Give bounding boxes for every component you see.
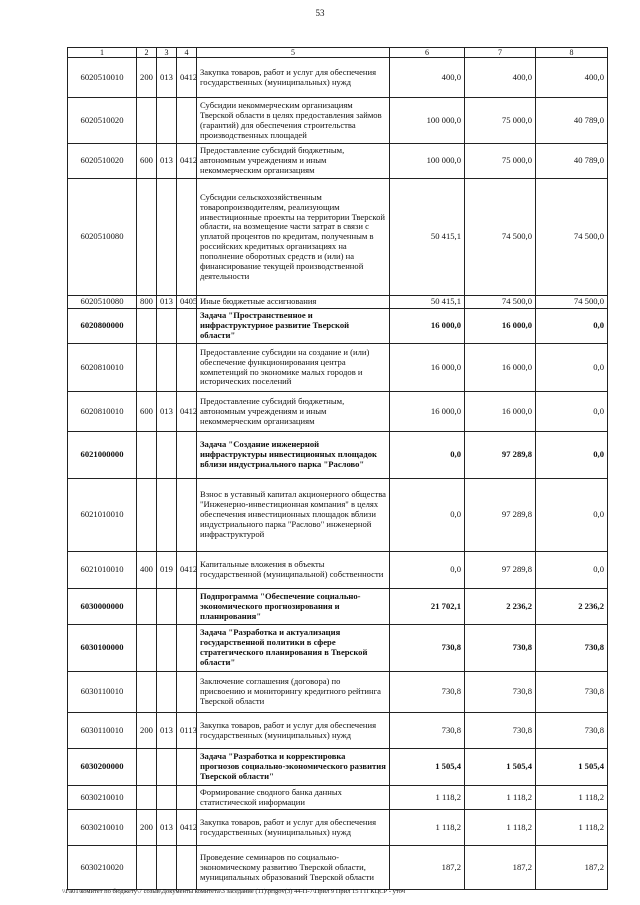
column-number: 6 [390,48,465,58]
expense-type-cell [137,98,157,144]
target-code-cell: 6030110010 [68,713,137,749]
amount-cell: 0,0 [536,309,608,344]
amount-cell: 730,8 [465,625,536,672]
amount-cell: 16 000,0 [465,392,536,432]
amount-cell: 1 505,4 [390,749,465,786]
amount-cell: 187,2 [390,846,465,890]
amount-cell: 0,0 [536,432,608,479]
expense-type-cell: 600 [137,392,157,432]
table-row [68,786,608,810]
amount-cell: 100 000,0 [390,98,465,144]
table-row [68,58,608,98]
table-row [68,144,608,179]
amount-cell: 100 000,0 [390,144,465,179]
target-code-cell: 6020810010 [68,344,137,392]
section-code-cell: 0405 [177,296,197,309]
amount-cell: 0,0 [536,392,608,432]
item-name-cell: Капитальные вложения в объекты государственной (муниципальной) собственности [197,552,390,589]
target-code-cell: 6020510080 [68,179,137,296]
amount-cell: 0,0 [536,479,608,552]
target-code-cell: 6020510010 [68,58,137,98]
column-number-header-row [68,48,608,58]
expense-type-cell [137,309,157,344]
department-code-cell: 013 [157,713,177,749]
amount-cell: 16 000,0 [390,344,465,392]
target-code-cell: 6030210020 [68,846,137,890]
table-row [68,810,608,846]
item-name-cell: Заключение соглашения (договора) по присвоению и мониторингу кредитного рейтинга Тверской области [197,672,390,713]
department-code-cell [157,846,177,890]
amount-cell: 730,8 [536,625,608,672]
amount-cell: 74 500,0 [536,296,608,309]
department-code-cell [157,749,177,786]
amount-cell: 50 415,1 [390,296,465,309]
section-code-cell [177,589,197,625]
target-code-cell: 6021010010 [68,552,137,589]
item-name-cell: Задача "Разработка и корректировка прогнозов социально-экономического развития Тверской области" [197,749,390,786]
expense-type-cell [137,846,157,890]
section-code-cell: 0412 [177,810,197,846]
target-code-cell: 6020510080 [68,296,137,309]
amount-cell: 74 500,0 [465,296,536,309]
amount-cell: 0,0 [536,344,608,392]
amount-cell: 1 118,2 [465,786,536,810]
item-name-cell: Задача "Создание инженерной инфраструктуры инвестиционных площадок вблизи индустриального парка "Раслово" [197,432,390,479]
item-name-cell: Предоставление субсидии на создание и (или) обеспечение функционирования центра компетенций по экономике малых городов и исторических поселений [197,344,390,392]
amount-cell: 74 500,0 [536,179,608,296]
expense-type-cell [137,749,157,786]
amount-cell: 1 118,2 [390,810,465,846]
item-name-cell: Предоставление субсидий бюджетным, автономным учреждениям и иным некоммерческим организациям [197,144,390,179]
item-name-cell: Задача "Пространственное и инфраструктурное развитие Тверской области" [197,309,390,344]
file-path-footer: \\Fa01\комитет по бюджету\7 созыв\Документы комитета\3 заседание (11)\prigov(3) 44-П-7\Прил 9 Прил 15 ГП КЦСР - уточ [62,888,405,895]
amount-cell: 97 289,8 [465,479,536,552]
amount-cell: 730,8 [390,713,465,749]
amount-cell: 0,0 [390,479,465,552]
amount-cell: 40 789,0 [536,98,608,144]
column-number: 1 [68,48,137,58]
expense-type-cell [137,672,157,713]
item-name-cell: Задача "Разработка и актуализация государственной политики в сфере стратегического планирования в Тверской области" [197,625,390,672]
target-code-cell: 6030210010 [68,786,137,810]
department-code-cell [157,589,177,625]
department-code-cell [157,672,177,713]
item-name-cell: Подпрограмма "Обеспечение социально-экономического прогнозирования и планирования" [197,589,390,625]
expense-type-cell: 200 [137,58,157,98]
table-row [68,179,608,296]
section-code-cell [177,749,197,786]
column-number: 5 [197,48,390,58]
amount-cell: 730,8 [536,672,608,713]
amount-cell: 400,0 [390,58,465,98]
expense-type-cell: 600 [137,144,157,179]
target-code-cell: 6020800000 [68,309,137,344]
department-code-cell: 013 [157,58,177,98]
expense-type-cell [137,179,157,296]
amount-cell: 730,8 [465,713,536,749]
amount-cell: 730,8 [536,713,608,749]
department-code-cell [157,179,177,296]
amount-cell: 97 289,8 [465,552,536,589]
amount-cell: 16 000,0 [390,392,465,432]
department-code-cell [157,432,177,479]
section-code-cell [177,846,197,890]
target-code-cell: 6030210010 [68,810,137,846]
amount-cell: 400,0 [536,58,608,98]
amount-cell: 16 000,0 [390,309,465,344]
table-row [68,296,608,309]
item-name-cell: Закупка товаров, работ и услуг для обеспечения государственных (муниципальных) нужд [197,810,390,846]
table-row [68,392,608,432]
section-code-cell [177,179,197,296]
department-code-cell [157,344,177,392]
department-code-cell [157,309,177,344]
section-code-cell [177,432,197,479]
amount-cell: 1 118,2 [390,786,465,810]
expense-type-cell [137,479,157,552]
item-name-cell: Закупка товаров, работ и услуг для обеспечения государственных (муниципальных) нужд [197,58,390,98]
table-row [68,713,608,749]
target-code-cell: 6030000000 [68,589,137,625]
department-code-cell: 013 [157,144,177,179]
amount-cell: 97 289,8 [465,432,536,479]
amount-cell: 2 236,2 [536,589,608,625]
department-code-cell: 019 [157,552,177,589]
table-row [68,589,608,625]
expense-type-cell [137,625,157,672]
amount-cell: 730,8 [390,625,465,672]
item-name-cell: Субсидии некоммерческим организациям Тверской области в целях предоставления займов (гарантий) для обеспечения строительства производственных площадей [197,98,390,144]
target-code-cell: 6030110010 [68,672,137,713]
column-number: 4 [177,48,197,58]
section-code-cell [177,309,197,344]
amount-cell: 1 118,2 [536,786,608,810]
table-row [68,625,608,672]
expense-type-cell [137,344,157,392]
amount-cell: 40 789,0 [536,144,608,179]
target-code-cell: 6020810010 [68,392,137,432]
item-name-cell: Проведение семинаров по социально-экономическому развитию Тверской области, муниципальных образований Тверской области [197,846,390,890]
table-row [68,846,608,890]
table-row [68,479,608,552]
section-code-cell: 0412 [177,392,197,432]
target-code-cell: 6030100000 [68,625,137,672]
expense-type-cell: 400 [137,552,157,589]
page-number: 53 [315,8,325,18]
amount-cell: 1 118,2 [465,810,536,846]
table-row [68,432,608,479]
column-number: 3 [157,48,177,58]
table-row [68,672,608,713]
amount-cell: 730,8 [390,672,465,713]
column-number: 7 [465,48,536,58]
item-name-cell: Предоставление субсидий бюджетным, автономным учреждениям и иным некоммерческим организациям [197,392,390,432]
item-name-cell: Закупка товаров, работ и услуг для обеспечения государственных (муниципальных) нужд [197,713,390,749]
expense-type-cell [137,589,157,625]
section-code-cell: 0113 [177,713,197,749]
target-code-cell: 6030200000 [68,749,137,786]
table-row [68,98,608,144]
table-row [68,309,608,344]
amount-cell: 2 236,2 [465,589,536,625]
department-code-cell [157,625,177,672]
amount-cell: 16 000,0 [465,309,536,344]
department-code-cell: 013 [157,296,177,309]
amount-cell: 16 000,0 [465,344,536,392]
expense-type-cell [137,432,157,479]
target-code-cell: 6020510020 [68,144,137,179]
table-row [68,552,608,589]
item-name-cell: Субсидии сельскохозяйственным товаропроизводителям, реализующим инвестиционные проекты на территории Тверской области, на возмещение части затрат в связи с уплатой процентов по кредитам, полученным в российских кредитных организациях на пополнение оборотных средств и (или) на финансирование текущей производственной деятельности [197,179,390,296]
section-code-cell [177,786,197,810]
amount-cell: 0,0 [390,432,465,479]
section-code-cell [177,98,197,144]
expense-type-cell: 200 [137,713,157,749]
expense-type-cell: 200 [137,810,157,846]
section-code-cell [177,479,197,552]
amount-cell: 0,0 [390,552,465,589]
amount-cell: 730,8 [465,672,536,713]
amount-cell: 75 000,0 [465,144,536,179]
section-code-cell: 0412 [177,552,197,589]
target-code-cell: 6021010010 [68,479,137,552]
department-code-cell [157,98,177,144]
item-name-cell: Иные бюджетные ассигнования [197,296,390,309]
column-number: 8 [536,48,608,58]
department-code-cell [157,786,177,810]
budget-table [67,47,608,890]
section-code-cell [177,344,197,392]
amount-cell: 400,0 [465,58,536,98]
column-number: 2 [137,48,157,58]
department-code-cell: 013 [157,392,177,432]
section-code-cell [177,625,197,672]
amount-cell: 187,2 [536,846,608,890]
department-code-cell: 013 [157,810,177,846]
section-code-cell: 0412 [177,144,197,179]
section-code-cell [177,672,197,713]
amount-cell: 75 000,0 [465,98,536,144]
target-code-cell: 6021000000 [68,432,137,479]
table-row [68,749,608,786]
department-code-cell [157,479,177,552]
expense-type-cell: 800 [137,296,157,309]
item-name-cell: Взнос в уставный капитал акционерного общества "Инженерно-инвестиционная компания" в целях обеспечения инвестиционных площадок вблизи индустриального парка "Раслово" инженерной инфраструктурой [197,479,390,552]
amount-cell: 1 118,2 [536,810,608,846]
amount-cell: 50 415,1 [390,179,465,296]
table-row [68,344,608,392]
amount-cell: 0,0 [536,552,608,589]
item-name-cell: Формирование сводного банка данных статистической информации [197,786,390,810]
expense-type-cell [137,786,157,810]
section-code-cell: 0412 [177,58,197,98]
target-code-cell: 6020510020 [68,98,137,144]
amount-cell: 74 500,0 [465,179,536,296]
amount-cell: 187,2 [465,846,536,890]
amount-cell: 21 702,1 [390,589,465,625]
amount-cell: 1 505,4 [465,749,536,786]
amount-cell: 1 505,4 [536,749,608,786]
